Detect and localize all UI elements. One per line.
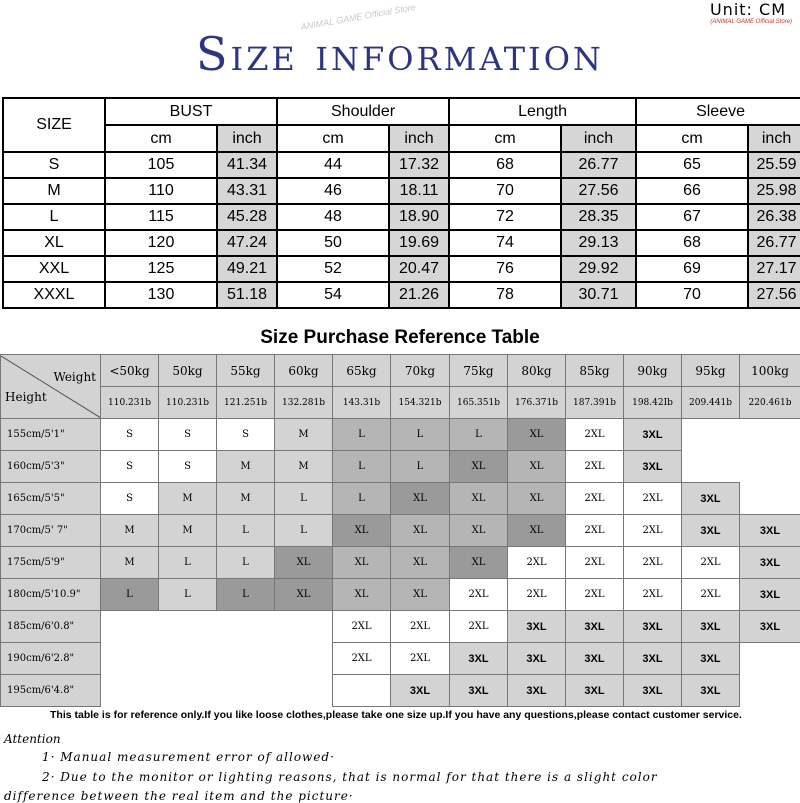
- size-recommendation-cell: 3XL: [391, 675, 450, 707]
- size-recommendation-cell: 2XL: [566, 483, 624, 515]
- empty-cell: [217, 643, 275, 675]
- size-recommendation-cell: 2XL: [682, 547, 740, 579]
- lbs-header: 110.231b: [159, 387, 217, 419]
- size-recommendation-cell: 3XL: [508, 611, 566, 643]
- empty-cell: [740, 483, 800, 515]
- size-recommendation-cell: XL: [508, 451, 566, 483]
- size-header: SIZE: [3, 98, 105, 152]
- size-recommendation-cell: XL: [333, 515, 391, 547]
- size-recommendation-cell: 2XL: [566, 515, 624, 547]
- size-recommendation-cell: L: [391, 451, 450, 483]
- empty-cell: [159, 611, 217, 643]
- measure-cell: 18.11: [389, 178, 449, 204]
- lbs-header: 176.371b: [508, 387, 566, 419]
- size-recommendation-cell: XL: [508, 483, 566, 515]
- size-recommendation-cell: L: [333, 483, 391, 515]
- lbs-header: 220.461b: [740, 387, 800, 419]
- lbs-header: 198.42Ib: [624, 387, 682, 419]
- size-recommendation-cell: XL: [333, 547, 391, 579]
- size-recommendation-cell: 3XL: [682, 611, 740, 643]
- size-recommendation-cell: 3XL: [566, 643, 624, 675]
- measure-cell: 43.31: [217, 178, 277, 204]
- size-cell: XXL: [3, 256, 105, 282]
- size-recommendation-cell: L: [333, 419, 391, 451]
- size-recommendation-cell: 3XL: [740, 515, 800, 547]
- weight-header: 65kg: [333, 355, 391, 387]
- size-recommendation-cell: 3XL: [624, 643, 682, 675]
- size-recommendation-cell: 3XL: [566, 611, 624, 643]
- measure-cell: 44: [277, 152, 389, 178]
- size-recommendation-cell: L: [333, 451, 391, 483]
- weight-header: 85kg: [566, 355, 624, 387]
- measure-header: Length: [449, 98, 636, 125]
- measure-cell: 78: [449, 282, 561, 308]
- attention-line-2: 2· Due to the monitor or lighting reasons, that is normal for that there is a slight color: [42, 770, 658, 784]
- measure-cell: 25.98: [748, 178, 800, 204]
- measure-header: Shoulder: [277, 98, 449, 125]
- height-cell: 155cm/5'1": [1, 419, 101, 451]
- measure-cell: 26.38: [748, 204, 800, 230]
- reference-table: [0, 354, 800, 707]
- size-row: [3, 256, 800, 282]
- weight-header: 100kg: [740, 355, 800, 387]
- size-recommendation-cell: 3XL: [508, 643, 566, 675]
- size-recommendation-cell: 3XL: [740, 611, 800, 643]
- measure-cell: 27.56: [748, 282, 800, 308]
- size-recommendation-cell: 2XL: [508, 579, 566, 611]
- size-cell: S: [3, 152, 105, 178]
- attention-label: Attention: [4, 732, 61, 746]
- empty-cell: [682, 419, 740, 451]
- size-recommendation-cell: 2XL: [566, 547, 624, 579]
- measure-cell: 26.77: [748, 230, 800, 256]
- height-cell: 175cm/5'9": [1, 547, 101, 579]
- measure-cell: 29.13: [561, 230, 636, 256]
- size-recommendation-cell: S: [101, 451, 159, 483]
- lbs-header: 110.231b: [101, 387, 159, 419]
- weight-header: 90kg: [624, 355, 682, 387]
- empty-cell: [740, 419, 800, 451]
- measure-cell: 26.77: [561, 152, 636, 178]
- size-recommendation-cell: M: [217, 483, 275, 515]
- size-recommendation-cell: 2XL: [682, 579, 740, 611]
- measure-cell: 115: [105, 204, 217, 230]
- unit-cm-header: cm: [636, 125, 748, 152]
- measure-cell: 18.90: [389, 204, 449, 230]
- lbs-header-row: [1, 387, 800, 419]
- size-recommendation-cell: 2XL: [333, 611, 391, 643]
- size-recommendation-cell: L: [275, 515, 333, 547]
- size-recommendation-cell: L: [159, 579, 217, 611]
- measure-cell: 105: [105, 152, 217, 178]
- weight-header-row: [1, 355, 800, 387]
- measure-cell: 66: [636, 178, 748, 204]
- lbs-header: 165.351b: [450, 387, 508, 419]
- measure-cell: 70: [636, 282, 748, 308]
- size-recommendation-cell: M: [159, 483, 217, 515]
- size-cell: M: [3, 178, 105, 204]
- height-weight-corner: [1, 355, 101, 419]
- unit-inch-header: inch: [217, 125, 277, 152]
- size-recommendation-cell: 3XL: [682, 515, 740, 547]
- unit-inch-header: inch: [561, 125, 636, 152]
- size-recommendation-cell: 2XL: [566, 419, 624, 451]
- size-recommendation-cell: L: [217, 579, 275, 611]
- size-recommendation-cell: 3XL: [566, 675, 624, 707]
- height-cell: 165cm/5'5": [1, 483, 101, 515]
- height-cell: 170cm/5' 7": [1, 515, 101, 547]
- height-row: [1, 483, 800, 515]
- size-recommendation-cell: 3XL: [624, 611, 682, 643]
- height-row: [1, 611, 800, 643]
- unit-cm-header: cm: [277, 125, 389, 152]
- measure-cell: 21.26: [389, 282, 449, 308]
- size-recommendation-cell: M: [159, 515, 217, 547]
- height-row: [1, 547, 800, 579]
- reference-table-title: Size Purchase Reference Table: [0, 326, 800, 350]
- measure-cell: 27.17: [748, 256, 800, 282]
- height-row: [1, 643, 800, 675]
- measure-cell: 30.71: [561, 282, 636, 308]
- size-cell: L: [3, 204, 105, 230]
- size-row: [3, 204, 800, 230]
- size-recommendation-cell: M: [217, 451, 275, 483]
- measure-cell: 17.32: [389, 152, 449, 178]
- size-recommendation-cell: 3XL: [740, 579, 800, 611]
- unit-inch-header: inch: [389, 125, 449, 152]
- weight-label: Weight: [53, 370, 96, 384]
- size-recommendation-cell: S: [217, 419, 275, 451]
- size-recommendation-cell: S: [101, 419, 159, 451]
- empty-cell: [101, 611, 159, 643]
- measure-cell: 76: [449, 256, 561, 282]
- store-label: (ANIMAL GAME Official Store): [710, 18, 792, 26]
- size-recommendation-cell: 2XL: [391, 611, 450, 643]
- size-recommendation-cell: L: [450, 419, 508, 451]
- size-recommendation-cell: 3XL: [624, 419, 682, 451]
- height-cell: 180cm/5'10.9": [1, 579, 101, 611]
- size-recommendation-cell: S: [159, 419, 217, 451]
- measure-header: Sleeve: [636, 98, 800, 125]
- measure-cell: 51.18: [217, 282, 277, 308]
- weight-header: 80kg: [508, 355, 566, 387]
- measure-cell: 68: [449, 152, 561, 178]
- measure-cell: 120: [105, 230, 217, 256]
- size-recommendation-cell: [333, 675, 391, 707]
- measure-cell: 68: [636, 230, 748, 256]
- size-recommendation-cell: 3XL: [450, 643, 508, 675]
- attention-line-1: 1· Manual measurement error of allowed·: [42, 750, 335, 764]
- size-recommendation-cell: M: [101, 547, 159, 579]
- size-recommendation-cell: L: [275, 483, 333, 515]
- lbs-header: 187.391b: [566, 387, 624, 419]
- unit-cm-header: cm: [449, 125, 561, 152]
- size-recommendation-cell: 3XL: [450, 675, 508, 707]
- size-recommendation-cell: XL: [391, 483, 450, 515]
- size-recommendation-cell: XL: [391, 579, 450, 611]
- size-recommendation-cell: 3XL: [624, 675, 682, 707]
- size-recommendation-cell: 2XL: [624, 579, 682, 611]
- measure-cell: 65: [636, 152, 748, 178]
- size-recommendation-cell: XL: [450, 483, 508, 515]
- size-recommendation-cell: S: [159, 451, 217, 483]
- empty-cell: [159, 643, 217, 675]
- size-table: [2, 97, 800, 309]
- height-row: [1, 675, 800, 707]
- measure-cell: 74: [449, 230, 561, 256]
- size-recommendation-cell: M: [101, 515, 159, 547]
- size-recommendation-cell: XL: [450, 451, 508, 483]
- measure-cell: 130: [105, 282, 217, 308]
- empty-cell: [740, 675, 800, 707]
- weight-header: 50kg: [159, 355, 217, 387]
- empty-cell: [159, 675, 217, 707]
- measure-cell: 54: [277, 282, 389, 308]
- size-recommendation-cell: 2XL: [450, 579, 508, 611]
- size-recommendation-cell: 2XL: [333, 643, 391, 675]
- lbs-header: 121.251b: [217, 387, 275, 419]
- empty-cell: [682, 451, 740, 483]
- size-cell: XL: [3, 230, 105, 256]
- size-recommendation-cell: XL: [275, 547, 333, 579]
- empty-cell: [275, 643, 333, 675]
- measure-cell: 46: [277, 178, 389, 204]
- size-table-subheader: [3, 125, 800, 152]
- weight-header: 95kg: [682, 355, 740, 387]
- height-cell: 185cm/6'0.8": [1, 611, 101, 643]
- measure-cell: 69: [636, 256, 748, 282]
- lbs-header: 154.321b: [391, 387, 450, 419]
- empty-cell: [101, 643, 159, 675]
- measure-cell: 29.92: [561, 256, 636, 282]
- size-recommendation-cell: L: [217, 515, 275, 547]
- height-row: [1, 451, 800, 483]
- size-recommendation-cell: 2XL: [624, 515, 682, 547]
- measure-cell: 110: [105, 178, 217, 204]
- size-recommendation-cell: 3XL: [682, 483, 740, 515]
- size-recommendation-cell: L: [391, 419, 450, 451]
- measure-cell: 19.69: [389, 230, 449, 256]
- measure-cell: 49.21: [217, 256, 277, 282]
- empty-cell: [740, 451, 800, 483]
- height-cell: 195cm/6'4.8": [1, 675, 101, 707]
- empty-cell: [740, 643, 800, 675]
- size-recommendation-cell: 2XL: [450, 611, 508, 643]
- height-row: [1, 579, 800, 611]
- watermark: ANIMAL GAME Official Store: [300, 2, 416, 32]
- lbs-header: 209.441b: [682, 387, 740, 419]
- empty-cell: [275, 611, 333, 643]
- measure-header: BUST: [105, 98, 277, 125]
- reference-note: This table is for reference only.If you like loose clothes,please take one size up.If you have any questions,please contact customer service.: [50, 709, 742, 721]
- size-recommendation-cell: XL: [508, 515, 566, 547]
- diagonal-line: [1, 356, 100, 418]
- size-recommendation-cell: 3XL: [508, 675, 566, 707]
- size-recommendation-cell: 2XL: [624, 547, 682, 579]
- size-row: [3, 230, 800, 256]
- size-recommendation-cell: L: [217, 547, 275, 579]
- size-row: [3, 178, 800, 204]
- size-recommendation-cell: XL: [391, 515, 450, 547]
- weight-header: 55kg: [217, 355, 275, 387]
- weight-header: 70kg: [391, 355, 450, 387]
- lbs-header: 132.281b: [275, 387, 333, 419]
- measure-cell: 52: [277, 256, 389, 282]
- weight-header: 75kg: [450, 355, 508, 387]
- size-cell: XXXL: [3, 282, 105, 308]
- measure-cell: 41.34: [217, 152, 277, 178]
- size-recommendation-cell: 3XL: [682, 675, 740, 707]
- unit-label: Unit: CM: [710, 0, 786, 20]
- weight-header: <50kg: [101, 355, 159, 387]
- size-recommendation-cell: XL: [333, 579, 391, 611]
- measure-cell: 47.24: [217, 230, 277, 256]
- page-title: Size information: [0, 26, 800, 82]
- empty-cell: [101, 675, 159, 707]
- measure-cell: 45.28: [217, 204, 277, 230]
- size-recommendation-cell: M: [275, 451, 333, 483]
- unit-cm-header: cm: [105, 125, 217, 152]
- measure-cell: 27.56: [561, 178, 636, 204]
- size-row: [3, 282, 800, 308]
- measure-cell: 28.35: [561, 204, 636, 230]
- size-recommendation-cell: M: [275, 419, 333, 451]
- size-recommendation-cell: XL: [450, 515, 508, 547]
- empty-cell: [275, 675, 333, 707]
- size-recommendation-cell: 3XL: [624, 451, 682, 483]
- size-recommendation-cell: XL: [391, 547, 450, 579]
- size-recommendation-cell: 3XL: [682, 643, 740, 675]
- measure-cell: 20.47: [389, 256, 449, 282]
- measure-cell: 67: [636, 204, 748, 230]
- height-row: [1, 419, 800, 451]
- height-cell: 190cm/6'2.8": [1, 643, 101, 675]
- size-recommendation-cell: L: [159, 547, 217, 579]
- size-recommendation-cell: 2XL: [508, 547, 566, 579]
- size-recommendation-cell: XL: [275, 579, 333, 611]
- size-recommendation-cell: 2XL: [391, 643, 450, 675]
- size-recommendation-cell: XL: [508, 419, 566, 451]
- size-recommendation-cell: XL: [450, 547, 508, 579]
- measure-cell: 48: [277, 204, 389, 230]
- size-recommendation-cell: 2XL: [566, 579, 624, 611]
- height-row: [1, 515, 800, 547]
- measure-cell: 125: [105, 256, 217, 282]
- size-recommendation-cell: 2XL: [566, 451, 624, 483]
- height-label: Height: [5, 390, 47, 404]
- measure-cell: 70: [449, 178, 561, 204]
- size-recommendation-cell: 2XL: [624, 483, 682, 515]
- size-table-header: [3, 98, 800, 125]
- size-row: [3, 152, 800, 178]
- measure-cell: 50: [277, 230, 389, 256]
- size-recommendation-cell: L: [101, 579, 159, 611]
- size-recommendation-cell: S: [101, 483, 159, 515]
- height-cell: 160cm/5'3": [1, 451, 101, 483]
- lbs-header: 143.31b: [333, 387, 391, 419]
- attention-line-3: difference between the real item and the picture·: [4, 789, 354, 803]
- size-recommendation-cell: 3XL: [740, 547, 800, 579]
- unit-inch-header: inch: [748, 125, 800, 152]
- empty-cell: [217, 611, 275, 643]
- measure-cell: 25.59: [748, 152, 800, 178]
- weight-header: 60kg: [275, 355, 333, 387]
- measure-cell: 72: [449, 204, 561, 230]
- empty-cell: [217, 675, 275, 707]
